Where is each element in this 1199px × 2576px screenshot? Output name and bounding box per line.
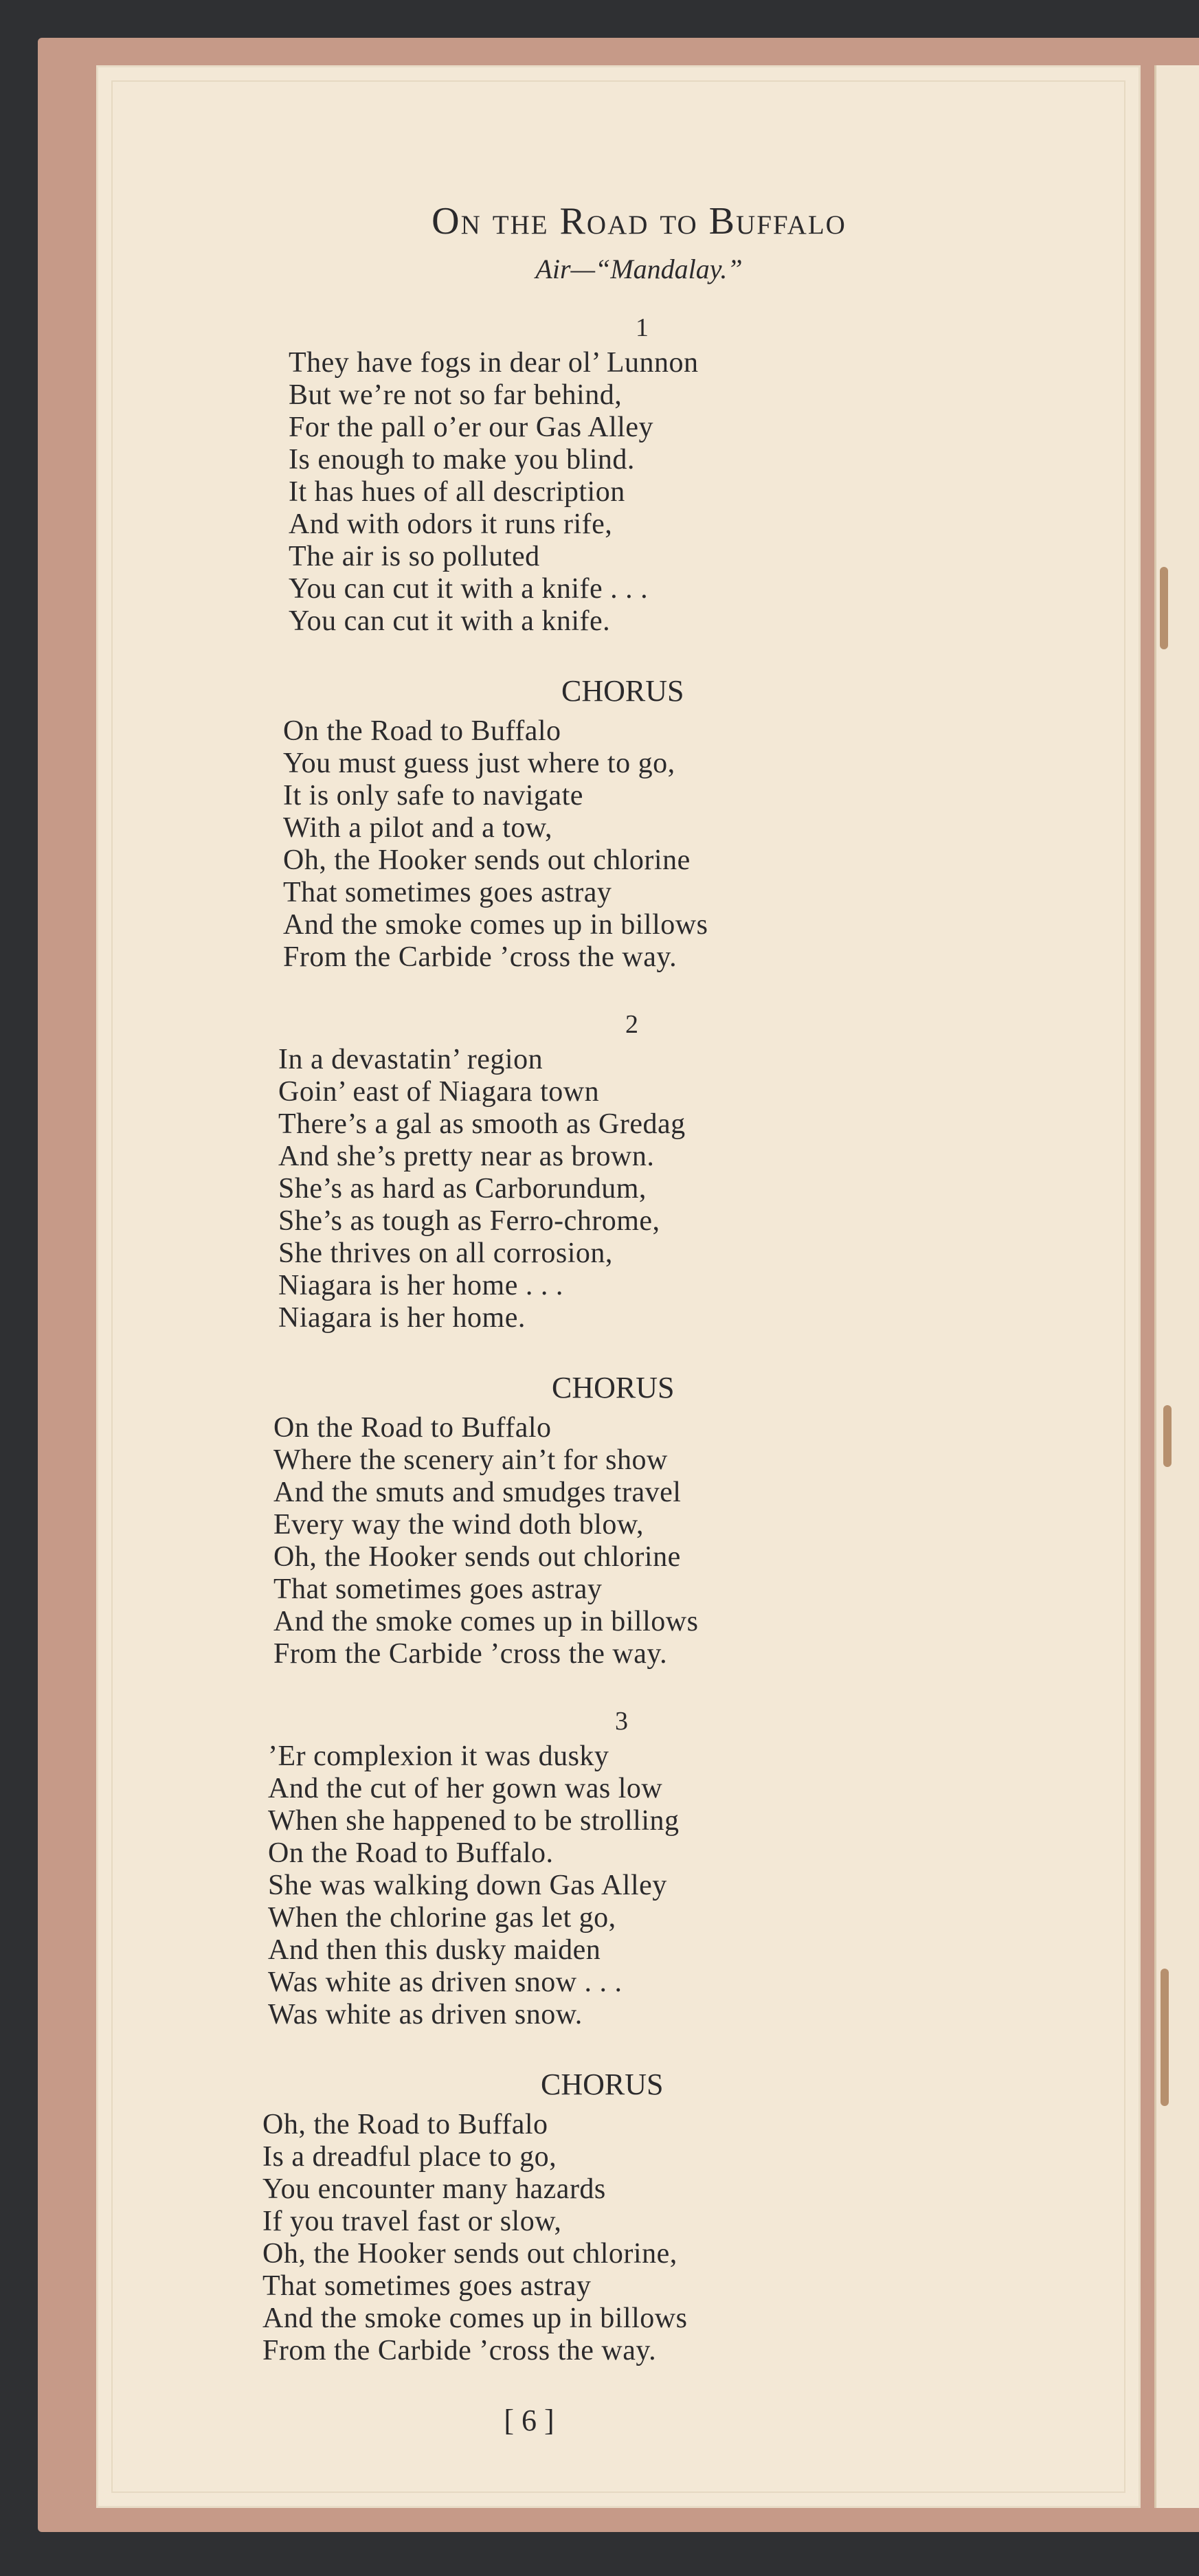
song-air: Air—“Mandalay.” <box>535 254 743 284</box>
lyric-line: On the Road to Buffalo. <box>268 1837 554 1869</box>
lyric-line: Oh, the Hooker sends out chlorine <box>283 844 691 876</box>
lyric-line: With a pilot and a tow, <box>283 812 553 844</box>
chorus-block <box>283 673 962 974</box>
lyric-line: She thrives on all corrosion, <box>278 1237 613 1269</box>
lyric-line: If you travel fast or slow, <box>262 2206 562 2237</box>
lyric-line: You can cut it with a knife. <box>289 605 611 637</box>
lyric-line: In a devastatin’ region <box>278 1044 544 1075</box>
lyric-line: From the Carbide ’cross the way. <box>283 941 677 973</box>
page-number: [ 6 ] <box>504 2404 554 2437</box>
lyric-line: And the smoke comes up in billows <box>273 1606 699 1637</box>
paper-stain <box>1161 1969 1169 2106</box>
lyric-line: For the pall o’er our Gas Alley <box>289 412 654 443</box>
lyric-line: She’s as tough as Ferro-chrome, <box>278 1205 660 1237</box>
lyric-line: And the smoke comes up in billows <box>283 909 708 941</box>
paper-stain <box>1160 567 1168 649</box>
verse-number: 2 <box>625 1010 638 1039</box>
lyric-line: When the chlorine gas let go, <box>268 1902 616 1934</box>
lyric-line: From the Carbide ’cross the way. <box>273 1638 668 1670</box>
lyric-line: They have fogs in dear ol’ Lunnon <box>289 347 699 379</box>
verse-block <box>289 313 962 638</box>
lyric-line: You must guess just where to go, <box>283 748 675 779</box>
lyric-line: Goin’ east of Niagara town <box>278 1076 600 1108</box>
lyric-line: Every way the wind doth blow, <box>273 1509 645 1541</box>
lyric-line: Was white as driven snow . . . <box>268 1967 623 1998</box>
lyric-line: And the smoke comes up in billows <box>262 2303 688 2334</box>
lyric-line: That sometimes goes astray <box>283 877 612 908</box>
lyric-line: Where the scenery ain’t for show <box>273 1444 668 1476</box>
lyric-line: It is only safe to navigate <box>283 780 583 811</box>
lyric-line: And the cut of her gown was low <box>268 1773 663 1804</box>
lyric-line: Oh, the Road to Buffalo <box>262 2109 548 2140</box>
lyric-line: On the Road to Buffalo <box>283 715 561 747</box>
lyric-line: There’s a gal as smooth as Gredag <box>278 1108 686 1140</box>
lyric-line: It has hues of all description <box>289 476 625 508</box>
lyric-line: That sometimes goes astray <box>262 2270 592 2302</box>
verse-number: 1 <box>636 313 649 342</box>
lyric-line: The air is so polluted <box>289 541 540 572</box>
lyric-line: From the Carbide ’cross the way. <box>262 2335 657 2366</box>
lyric-line: Oh, the Hooker sends out chlorine <box>273 1541 681 1573</box>
verse-number: 3 <box>615 1707 628 1736</box>
verse-block <box>278 1009 962 1334</box>
lyric-line: Niagara is her home . . . <box>278 1270 563 1301</box>
lyric-line: When she happened to be strolling <box>268 1805 680 1837</box>
chorus-heading: CHORUS <box>552 1371 675 1404</box>
lyric-line: You can cut it with a knife . . . <box>289 573 649 605</box>
song-content <box>262 199 962 2438</box>
lyric-line: She was walking down Gas Alley <box>268 1870 667 1901</box>
chorus-heading: CHORUS <box>561 674 684 708</box>
lyric-line: Oh, the Hooker sends out chlorine, <box>262 2238 677 2270</box>
lyric-line: Is enough to make you blind. <box>289 444 635 475</box>
lyric-line: You encounter many hazards <box>262 2173 606 2205</box>
song-title: On the Road to Buffalo <box>432 200 847 243</box>
facing-page-edge <box>1154 65 1199 2508</box>
chorus-block <box>262 2067 962 2367</box>
lyric-line: On the Road to Buffalo <box>273 1412 552 1444</box>
lyric-line: ’Er complexion it was dusky <box>268 1740 609 1772</box>
lyric-line: Is a dreadful place to go, <box>262 2141 557 2173</box>
chorus-block <box>273 1370 962 1670</box>
lyric-line: And she’s pretty near as brown. <box>278 1141 655 1172</box>
lyric-line: And then this dusky maiden <box>268 1934 601 1966</box>
lyric-line: That sometimes goes astray <box>273 1573 603 1605</box>
lyric-line: And with odors it runs rife, <box>289 508 613 540</box>
lyric-line: And the smuts and smudges travel <box>273 1477 682 1508</box>
lyric-line: Niagara is her home. <box>278 1302 526 1334</box>
verse-block <box>268 1706 962 2031</box>
song-sections <box>262 313 962 2367</box>
chorus-heading: CHORUS <box>541 2068 664 2101</box>
lyric-line: She’s as hard as Carborundum, <box>278 1173 647 1205</box>
paper-stain <box>1163 1405 1172 1467</box>
lyric-line: Was white as driven snow. <box>268 1999 583 2030</box>
lyric-line: But we’re not so far behind, <box>289 379 623 411</box>
